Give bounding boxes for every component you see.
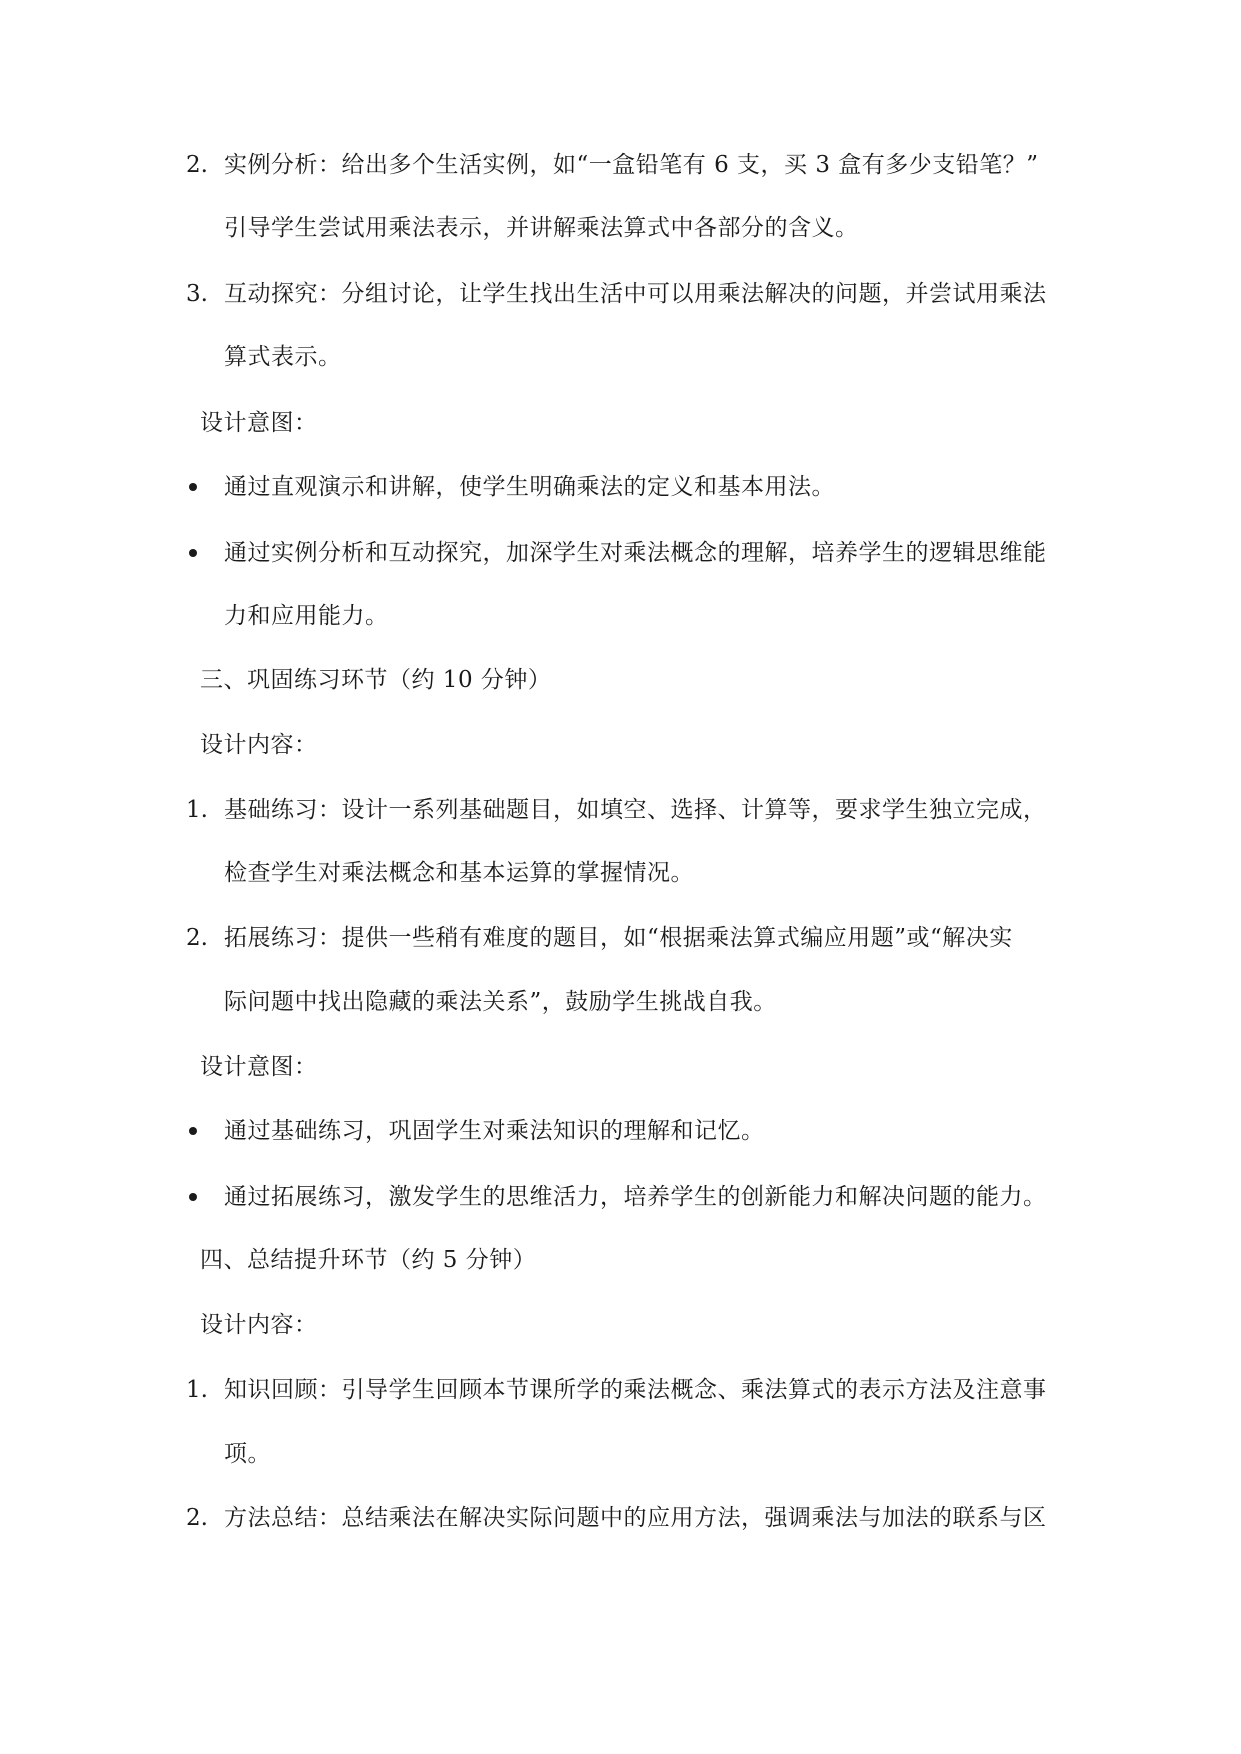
section-heading: 四、总结提升环节（约 5 分钟） [200, 1247, 537, 1273]
list-item-text: 引导学生尝试用乘法表示，并讲解乘法算式中各部分的含义。 [224, 215, 859, 241]
list-item-text: 拓展练习：提供一些稍有难度的题目，如“根据乘法算式编应用题”或“解决实 [224, 925, 1013, 951]
list-number: 1. [186, 1377, 208, 1403]
list-item-text: 项。 [224, 1441, 271, 1467]
list-number: 2. [186, 152, 208, 178]
design-content-label: 设计内容： [200, 732, 318, 758]
bullet-item-text: 通过拓展练习，激发学生的思维活力，培养学生的创新能力和解决问题的能力。 [224, 1184, 1047, 1210]
design-intent-label: 设计意图： [200, 410, 318, 436]
list-item-text: 检查学生对乘法概念和基本运算的掌握情况。 [224, 860, 694, 886]
list-item-text: 互动探究：分组讨论，让学生找出生活中可以用乘法解决的问题，并尝试用乘法 [224, 281, 1047, 307]
list-number: 2. [186, 925, 208, 951]
bullet-icon [189, 1193, 197, 1201]
bullet-item-text: 力和应用能力。 [224, 603, 389, 629]
list-number: 2. [186, 1505, 208, 1531]
design-intent-label: 设计意图： [200, 1054, 318, 1080]
section-heading: 三、巩固练习环节（约 10 分钟） [200, 667, 552, 693]
list-item-text: 方法总结：总结乘法在解决实际问题中的应用方法，强调乘法与加法的联系与区 [224, 1505, 1047, 1531]
bullet-item-text: 通过直观演示和讲解，使学生明确乘法的定义和基本用法。 [224, 474, 835, 500]
bullet-item-text: 通过实例分析和互动探究，加深学生对乘法概念的理解，培养学生的逻辑思维能 [224, 540, 1047, 566]
bullet-icon [189, 483, 197, 491]
bullet-icon [189, 1127, 197, 1135]
list-item-text: 基础练习：设计一系列基础题目，如填空、选择、计算等，要求学生独立完成， [224, 797, 1047, 823]
list-number: 3. [186, 281, 208, 307]
bullet-item-text: 通过基础练习，巩固学生对乘法知识的理解和记忆。 [224, 1118, 765, 1144]
list-number: 1. [186, 797, 208, 823]
list-item-text: 际问题中找出隐藏的乘法关系”，鼓励学生挑战自我。 [224, 989, 777, 1015]
list-item-text: 知识回顾：引导学生回顾本节课所学的乘法概念、乘法算式的表示方法及注意事 [224, 1377, 1047, 1403]
bullet-icon [189, 549, 197, 557]
design-content-label: 设计内容： [200, 1312, 318, 1338]
list-item-text: 实例分析：给出多个生活实例，如“一盒铅笔有 6 支，买 3 盒有多少支铅笔？” [224, 152, 1039, 178]
list-item-text: 算式表示。 [224, 344, 342, 370]
